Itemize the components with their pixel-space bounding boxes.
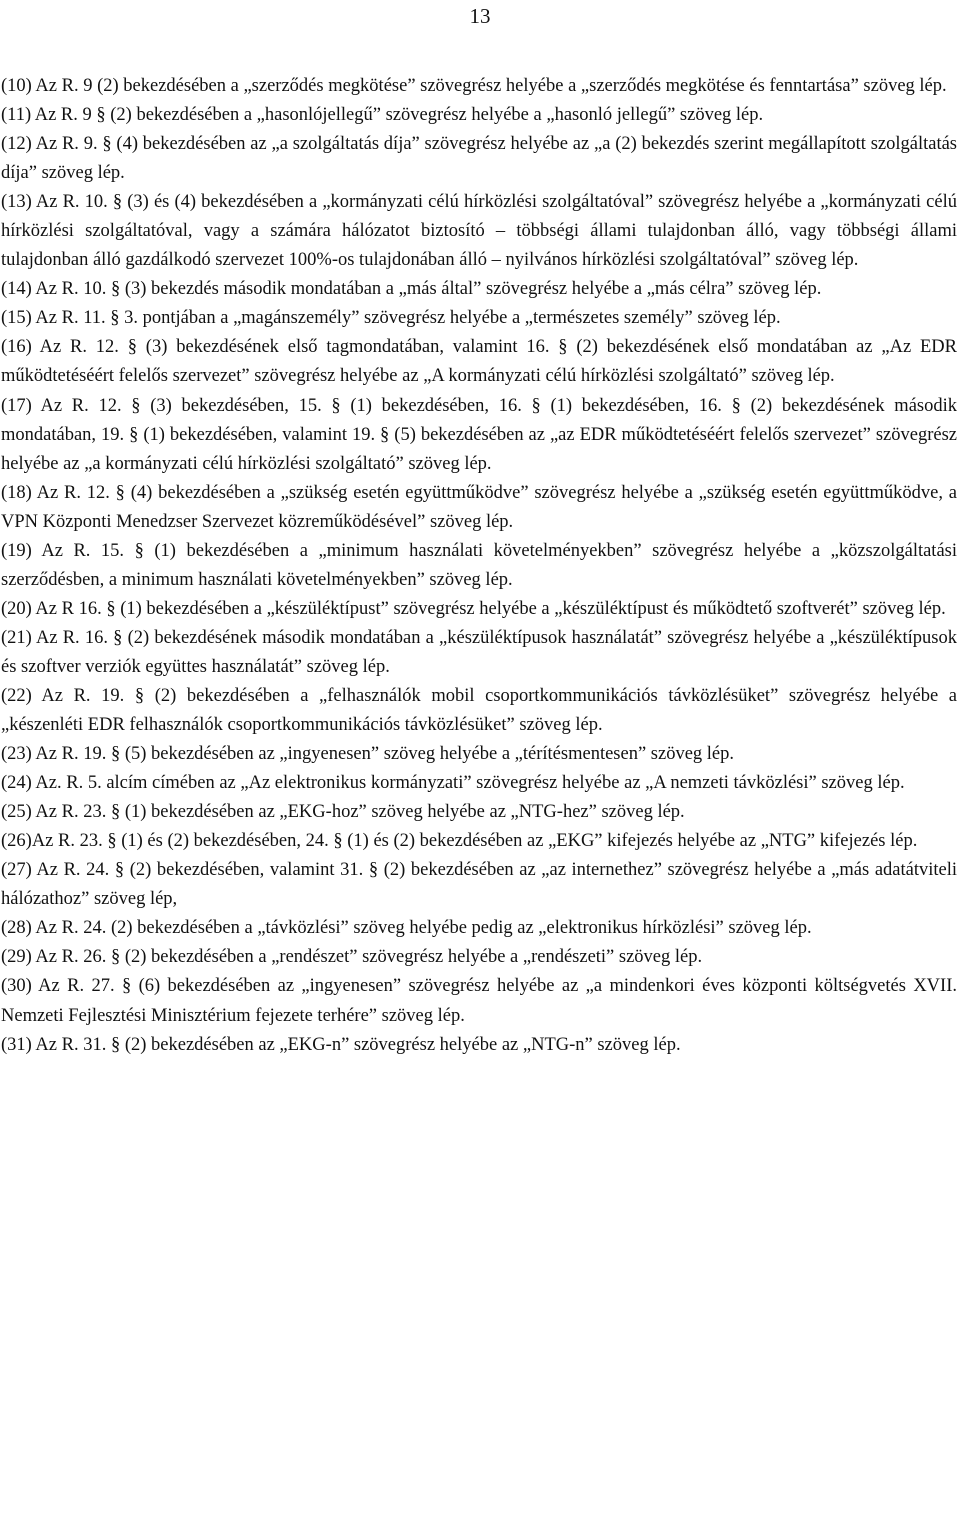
amendment-paragraph-16: (16) Az R. 12. § (3) bekezdésének első tagmondatában, valamint 16. § (2) bekezdésének első mondatában az „Az EDR működtetéséért felelős szervezet” szövegrész helyébe az „A kormányzati célú hírközlési szolgáltató” szöveg lép. <box>1 337 957 387</box>
amendment-paragraph-24: (24) Az. R. 5. alcím címében az „Az elektronikus kormányzati” szövegrész helyébe az „A nemzeti távközlési” szöveg lép. <box>1 773 905 794</box>
page-number: 13 <box>469 4 491 28</box>
amendment-paragraph-30: (30) Az R. 27. § (6) bekezdésében az „ingyenesen” szövegrész helyébe az „a mindenkori éves központi költségvetés XVII. Nemzeti Fejlesztési Minisztérium fejezete terhére” szöveg lép. <box>1 976 957 1026</box>
amendment-paragraph-18: (18) Az R. 12. § (4) bekezdésében a „szükség esetén együttműködve” szövegrész helyébe a „szükség esetén együttműködve, a VPN Központi Menedzser Szervezet közreműködésével” szöveg lép. <box>1 482 957 532</box>
amendment-paragraph-19: (19) Az R. 15. § (1) bekezdésében a „minimum használati követelményekben” szövegrész helyébe a „közszolgáltatási szerződésben, a minimum használati követelményekben” szöveg lép. <box>1 540 957 590</box>
amendment-paragraph-29: (29) Az R. 26. § (2) bekezdésében a „rendészet” szövegrész helyébe a „rendészeti” szöveg lép. <box>1 947 703 968</box>
amendment-paragraph-22: (22) Az R. 19. § (2) bekezdésében a „felhasználók mobil csoportkommunikációs távközlésüket” szövegrész helyébe a „készenléti EDR felhasználók csoportkommunikációs távközlésüket” szöveg lép. <box>1 685 957 736</box>
amendment-paragraph-28: (28) Az R. 24. (2) bekezdésében a „távközlési” szöveg helyébe pedig az „elektronikus hírközlési” szöveg lép. <box>1 918 812 939</box>
amendment-paragraph-25: (25) Az R. 23. § (1) bekezdésében az „EKG-hoz” szöveg helyébe az „NTG-hez” szöveg lép. <box>1 802 685 823</box>
amendment-paragraph-12: (12) Az R. 9. § (4) bekezdésében az „a szolgáltatás díja” szövegrész helyébe az „a (2) bekezdés szerint megállapított szolgáltatás díja” szöveg lép. <box>1 134 957 184</box>
amendment-paragraph-20: (20) Az R 16. § (1) bekezdésében a „készüléktípust” szövegrész helyébe a „készüléktípust és működtető szoftverét” szöveg lép. <box>1 598 946 619</box>
amendment-paragraph-23: (23) Az R. 19. § (5) bekezdésében az „ingyenesen” szöveg helyébe a „térítésmentesen” szöveg lép. <box>1 744 735 765</box>
amendment-paragraph-10: (10) Az R. 9 (2) bekezdésében a „szerződés megkötése” szövegrész helyébe a „szerződés megkötése és fenntartása” szöveg lép. <box>1 76 947 96</box>
amendment-paragraph-15: (15) Az R. 11. § 3. pontjában a „magánszemély” szövegrész helyébe a „természetes személy” szöveg lép. <box>1 308 781 329</box>
amendment-paragraph-26: (26)Az R. 23. § (1) és (2) bekezdésében, 24. § (1) és (2) bekezdésében az „EKG” kifejezés helyébe az „NTG” kifejezés lép. <box>1 831 918 852</box>
amendment-paragraph-31: (31) Az R. 31. § (2) bekezdésében az „EKG-n” szövegrész helyébe az „NTG-n” szöveg lép. <box>1 1034 681 1055</box>
amendment-paragraph-14: (14) Az R. 10. § (3) bekezdés második mondatában a „más által” szövegrész helyébe a „más célra” szöveg lép. <box>1 279 822 300</box>
amendment-list <box>1 72 957 1060</box>
amendment-paragraph-27: (27) Az R. 24. § (2) bekezdésében, valamint 31. § (2) bekezdésében az „az internethez” szövegrész helyébe a „más adatátviteli hálózathoz” szöveg lép, <box>1 860 957 910</box>
amendment-paragraph-21: (21) Az R. 16. § (2) bekezdésének második mondatában a „készüléktípusok használatát” szövegrész helyébe a „készüléktípusok és szoftver verziók együttes használatát” szöveg lép. <box>1 627 957 677</box>
amendment-paragraph-17: (17) Az R. 12. § (3) bekezdésében, 15. § (1) bekezdésében, 16. § (1) bekezdésében, 16. § (2) bekezdésének második mondatában, 19. § (1) bekezdésében, valamint 19. § (5) bekezdésében az „az EDR működtetéséért felelős szervezet” szövegrész helyébe az „a kormányzati célú hírközlési szolgáltató” szöveg lép. <box>1 395 957 474</box>
amendment-paragraph-13: (13) Az R. 10. § (3) és (4) bekezdésében a „kormányzati célú hírközlési szolgáltatóval” szövegrész helyébe a „kormányzati célú hírközlési szolgáltatóval, vagy a számára hálózatot biztosító – többségi állami tulajdonban álló, vagy többségi állami tulajdonban álló gazdálkodó szervezet 100%-os tulajdonában álló – nyilvános hírközlési szolgáltatóval” szöveg lép. <box>1 192 957 271</box>
amendment-paragraph-11: (11) Az R. 9 § (2) bekezdésében a „hasonlójellegű” szövegrész helyébe a „hasonló jellegű” szöveg lép. <box>1 105 764 126</box>
